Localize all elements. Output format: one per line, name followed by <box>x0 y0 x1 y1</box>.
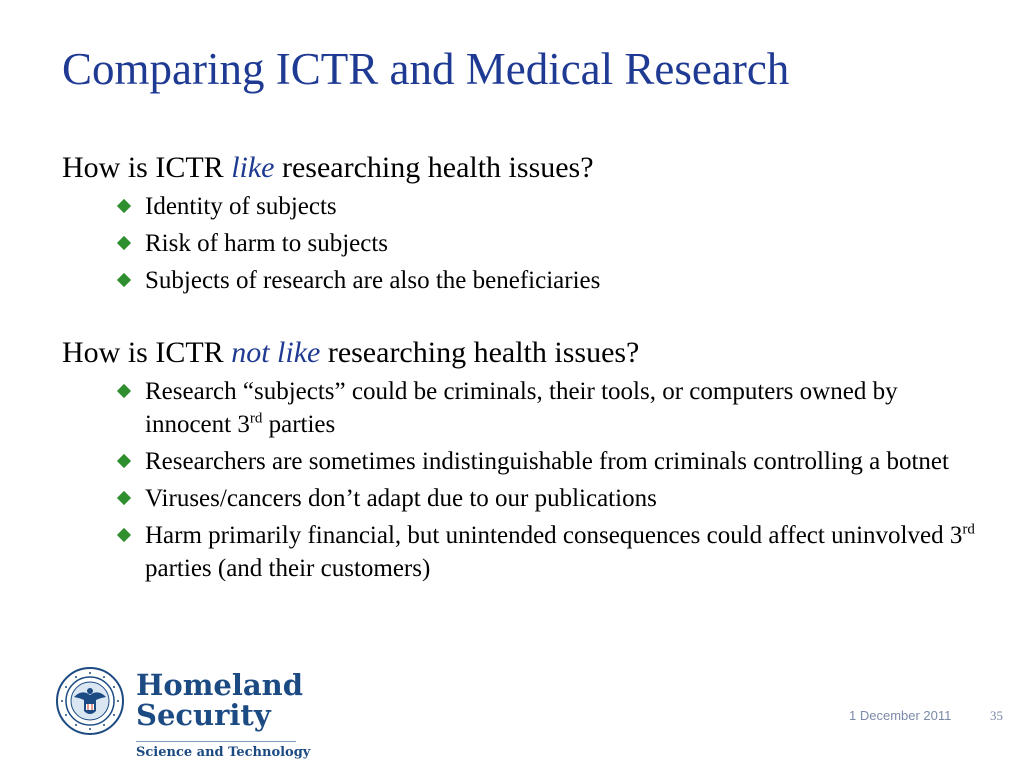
diamond-bullet-icon <box>117 199 131 213</box>
list-item <box>117 227 982 260</box>
logo-subtitle: Science and Technology <box>136 745 311 760</box>
diamond-bullet-icon <box>117 236 131 250</box>
not-like-bullet-list <box>62 375 982 585</box>
slide-body <box>62 150 982 589</box>
page-number: 35 <box>990 708 1003 723</box>
like-bullet-list <box>62 190 982 297</box>
diamond-bullet-icon <box>117 491 131 505</box>
bullet-text-end: parties <box>262 411 336 438</box>
dhs-logo <box>56 665 316 765</box>
question-like-emphasis: like <box>231 151 275 184</box>
list-item <box>117 190 982 223</box>
question-not-like-suffix: researching health issues? <box>320 336 640 369</box>
bullet-text: Subjects of research are also the beneficiaries <box>145 267 601 294</box>
question-not-like-emphasis: not like <box>231 336 321 369</box>
bullet-text: Identity of subjects <box>145 193 337 220</box>
bullet-text: Researchers are sometimes indistinguishable from criminals controlling a botnet <box>145 448 949 475</box>
bullet-text: Viruses/cancers don’t adapt due to our publications <box>145 485 657 512</box>
superscript: rd <box>962 521 975 538</box>
bullet-text-end: parties (and their customers) <box>145 555 431 582</box>
diamond-bullet-icon <box>117 273 131 287</box>
logo-homeland: Homeland <box>136 668 304 702</box>
question-like-prefix: How is ICTR <box>62 151 232 184</box>
diamond-bullet-icon <box>117 384 131 398</box>
list-item <box>117 445 982 478</box>
list-item <box>117 519 982 585</box>
superscript: rd <box>249 410 263 427</box>
slide-title: Comparing ICTR and Medical Research <box>62 44 790 94</box>
list-item <box>117 375 982 441</box>
diamond-bullet-icon <box>117 528 131 542</box>
question-not-like-prefix: How is ICTR <box>62 336 232 369</box>
logo-security: Security <box>136 698 271 732</box>
dhs-seal-icon <box>56 667 124 735</box>
bullet-text: Risk of harm to subjects <box>145 230 389 257</box>
question-like-suffix: researching health issues? <box>274 151 594 184</box>
question-like <box>62 150 982 186</box>
question-not-like <box>62 335 982 371</box>
list-item <box>117 264 982 297</box>
bullet-text: Research “subjects” could be criminals, their tools, or computers owned by innocent 3 <box>145 378 898 438</box>
logo-divider <box>136 741 296 742</box>
list-item <box>117 482 982 515</box>
bullet-text: Harm primarily financial, but unintended consequences could affect uninvolved 3 <box>145 522 963 549</box>
diamond-bullet-icon <box>117 454 131 468</box>
footer-date: 1 December 2011 <box>849 708 952 723</box>
